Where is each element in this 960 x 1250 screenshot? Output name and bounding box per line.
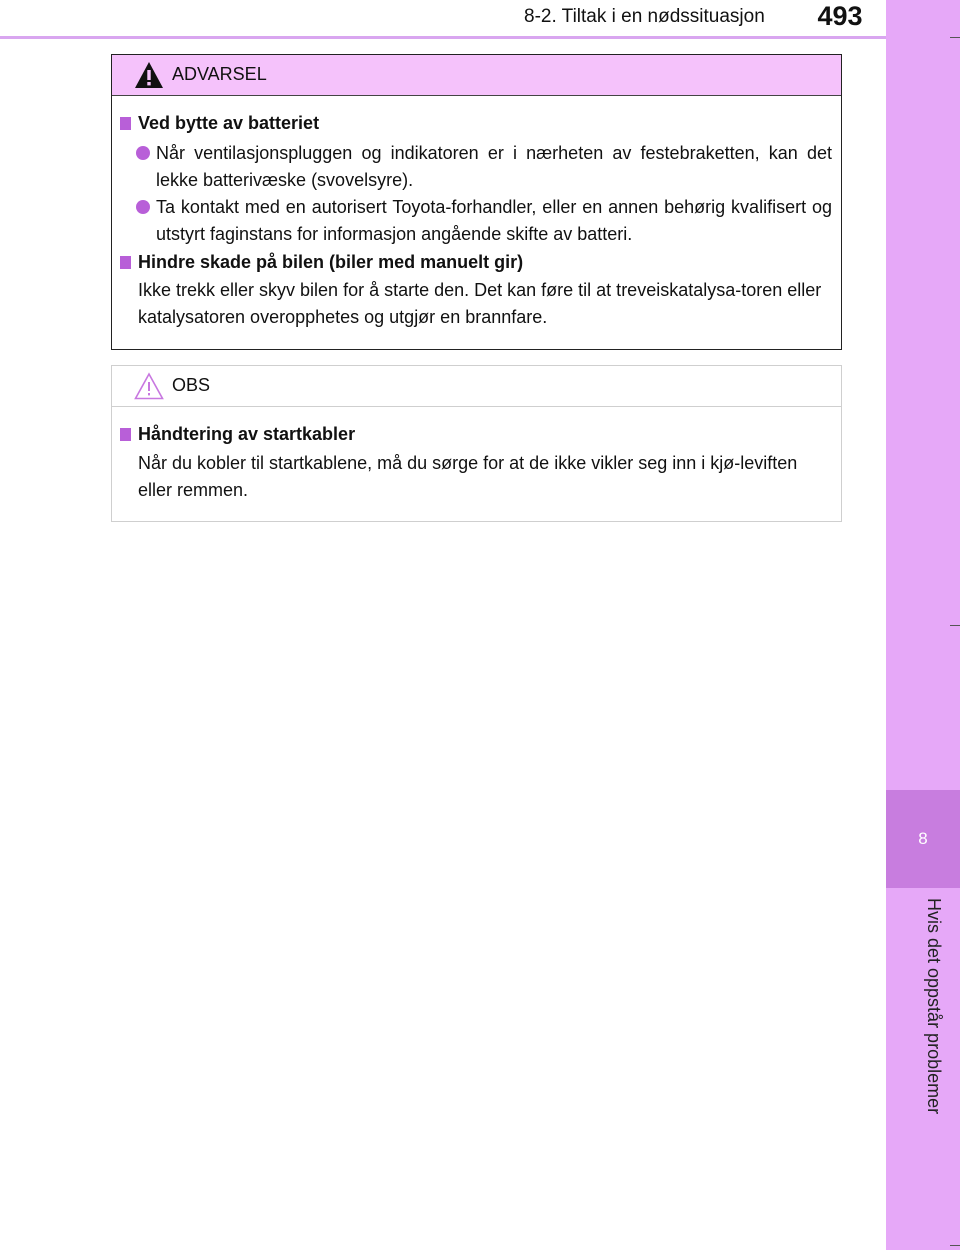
warning-triangle-filled-icon (134, 61, 164, 89)
warning-heading-tow (120, 252, 523, 273)
warning-triangle-outline-icon (134, 372, 164, 400)
notice-label: OBS (172, 375, 211, 395)
chapter-title: Hvis det oppstår problemer (924, 898, 944, 1115)
section-title: 8-2. Tiltak i en nødssituasjon (524, 6, 765, 27)
dot-bullet-icon (136, 200, 150, 214)
header-divider (0, 36, 886, 39)
chapter-number-box[interactable] (886, 790, 960, 888)
heading-text: Ved bytte av batteriet (138, 113, 320, 133)
bullet-item (136, 140, 832, 194)
square-bullet-icon (120, 117, 131, 130)
square-bullet-icon (120, 256, 131, 269)
warning-heading-battery (120, 113, 319, 134)
square-bullet-icon (120, 428, 131, 441)
notice-heading-cables (120, 424, 355, 445)
bullet-text: Når ventilasjonspluggen og indikatoren er i nærheten av festebraketten, kan det lekke batterivæske (svovelsyre). (156, 143, 832, 190)
notice-paragraph: Når du kobler til startkablene, må du sørge for at de ikke vikler seg inn i kjø-leviften eller remmen. (138, 453, 798, 500)
dot-bullet-icon (136, 146, 150, 160)
warning-label: ADVARSEL (172, 64, 267, 84)
chapter-number: 8 (918, 829, 928, 848)
heading-text: Håndtering av startkabler (138, 424, 356, 444)
warning-paragraph: Ikke trekk eller skyv bilen for å starte den. Det kan føre til at treveiskatalysa-toren eller katalysatoren overopphetes og utgjør en brannfare. (138, 280, 822, 327)
notice-header (112, 366, 841, 407)
warning-box (111, 54, 842, 350)
notice-box (111, 365, 842, 522)
tab-tick (950, 1245, 960, 1246)
heading-text: Hindre skade på bilen (biler med manuelt gir) (138, 252, 524, 272)
tab-tick (950, 37, 960, 38)
tab-tick (950, 625, 960, 626)
bullet-text: Ta kontakt med en autorisert Toyota-forhandler, eller en annen behørig kvalifisert og utstyrt faginstans for informasjon angående skifte av batteri. (156, 197, 832, 244)
warning-header (112, 55, 841, 96)
page-number: 493 (800, 0, 880, 34)
bullet-item (136, 194, 832, 248)
